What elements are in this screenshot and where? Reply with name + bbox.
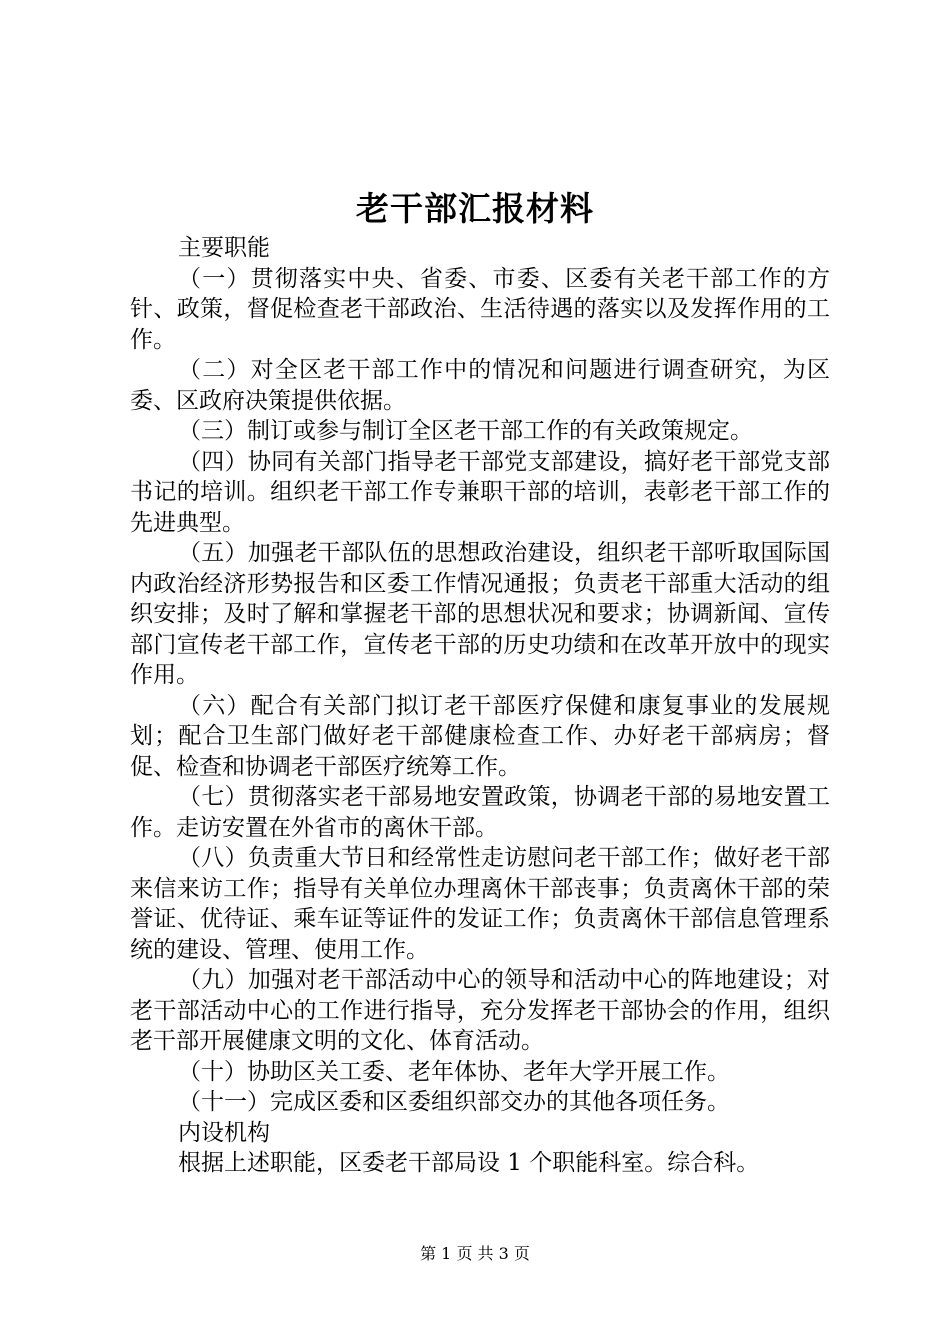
- section-heading-main-functions: 主要职能: [178, 235, 270, 261]
- paragraph-item-10: （十）协助区关工委、老年体协、老年大学开展工作。: [178, 1058, 730, 1085]
- document-title: 老干部汇报材料: [356, 189, 594, 228]
- paragraph-item-5: （五）加强老干部队伍的思想政治建设，组织老干部听取国际国内政治经济形势报告和区委工作情况通报；负责老干部重大活动的组织安排；及时了解和掌握老干部的思想状况和要求；协调新闻、宣传部门宣传老干部工作，宣传老干部的历史功绩和在改革开放中的现实作用。: [130, 540, 830, 688]
- paragraph-item-11: （十一）完成区委和区委组织部交办的其他各项任务。: [178, 1089, 730, 1115]
- page-number-footer: 第 1 页 共 3 页: [420, 1244, 530, 1263]
- paragraph-item-3: （三）制订或参与制订全区老干部工作的有关政策规定。: [178, 418, 753, 444]
- section-heading-internal-structure: 内设机构: [178, 1119, 270, 1146]
- document-body: [130, 233, 830, 1179]
- paragraph-item-7: （七）贯彻落实老干部易地安置政策，协调老干部的易地安置工作。走访安置在外省市的离休干部。: [130, 784, 830, 841]
- paragraph-item-9: （九）加强对老干部活动中心的领导和活动中心的阵地建设；对老干部活动中心的工作进行指导，充分发挥老干部协会的作用，组织老干部开展健康文明的文化、体育活动。: [130, 967, 830, 1054]
- paragraph-item-6: （六）配合有关部门拟订老干部医疗保健和康复事业的发展规划；配合卫生部门做好老干部健康检查工作、办好老干部病房；督促、检查和协调老干部医疗统筹工作。: [130, 692, 830, 780]
- paragraph-item-4: （四）协同有关部门指导老干部党支部建设，搞好老干部党支部书记的培训。组织老干部工作专兼职干部的培训，表彰老干部工作的先进典型。: [130, 448, 830, 536]
- paragraph-item-2: （二）对全区老干部工作中的情况和问题进行调查研究，为区委、区政府决策提供依据。: [130, 357, 830, 414]
- paragraph-internal-structure: 根据上述职能，区委老干部局设 1 个职能科室。综合科。: [178, 1150, 760, 1176]
- paragraph-item-1: （一）贯彻落实中央、省委、市委、区委有关老干部工作的方针、政策，督促检查老干部政治、生活待遇的落实以及发挥作用的工作。: [130, 265, 830, 353]
- paragraph-item-8: （八）负责重大节日和经常性走访慰问老干部工作；做好老干部来信来访工作；指导有关单位办理离休干部丧事；负责离休干部的荣誉证、优待证、乘车证等证件的发证工作；负责离休干部信息管理系统的建设、管理、使用工作。: [130, 845, 830, 963]
